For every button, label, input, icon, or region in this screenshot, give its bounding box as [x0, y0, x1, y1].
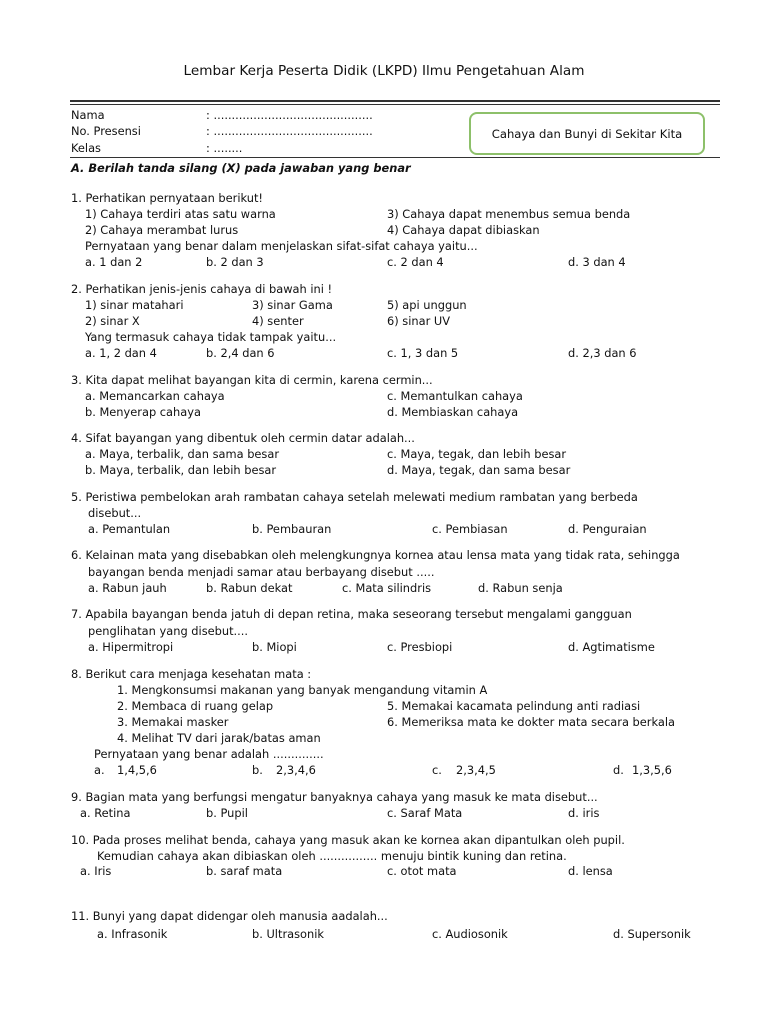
q2-item-6: 6) sinar UV — [387, 314, 451, 328]
q2-option-a[interactable]: a. 1, 2 dan 4 — [85, 346, 157, 360]
q8-option-b-letter[interactable]: b. — [252, 763, 263, 777]
q3-option-b[interactable]: b. Menyerap cahaya — [85, 405, 201, 419]
q8-prompt: Pernyataan yang benar adalah .............. — [94, 747, 324, 761]
q6-stem-line2: bayangan benda menjadi samar atau berbayang disebut ..... — [88, 565, 435, 579]
q1-statement-4: 4) Cahaya dapat dibiaskan — [387, 223, 540, 237]
q1-option-d[interactable]: d. 3 dan 4 — [568, 255, 626, 269]
q3-option-a[interactable]: a. Memancarkan cahaya — [85, 389, 225, 403]
q8-item-3: 3. Memakai masker — [117, 715, 229, 729]
q2-prompt: Yang termasuk cahaya tidak tampak yaitu... — [85, 330, 337, 344]
q1-prompt: Pernyataan yang benar dalam menjelaskan sifat-sifat cahaya yaitu... — [85, 239, 478, 253]
header-rule-thick — [70, 100, 720, 102]
q9-option-c[interactable]: c. Saraf Mata — [387, 806, 463, 820]
q8-stem: 8. Berikut cara menjaga kesehatan mata : — [71, 667, 312, 681]
q2-option-c[interactable]: c. 1, 3 dan 5 — [387, 346, 459, 360]
q11-option-c[interactable]: c. Audiosonik — [432, 927, 508, 941]
q9-stem: 9. Bagian mata yang berfungsi mengatur banyaknya cahaya yang masuk ke mata disebut... — [71, 790, 598, 804]
q5-stem-line2: disebut... — [88, 506, 142, 520]
q1-stem: 1. Perhatikan pernyataan berikut! — [71, 191, 263, 205]
q3-option-c[interactable]: c. Memantulkan cahaya — [387, 389, 523, 403]
q5-option-c[interactable]: c. Pembiasan — [432, 522, 508, 536]
presensi-field[interactable]: : ............................................ — [206, 124, 373, 138]
q1-option-b[interactable]: b. 2 dan 3 — [206, 255, 264, 269]
q6-stem-line1: 6. Kelainan mata yang disebabkan oleh melengkungnya kornea atau lensa mata yang tidak rata, sehingga — [71, 548, 680, 562]
q7-option-a[interactable]: a. Hipermitropi — [88, 640, 174, 654]
q10-stem-line2: Kemudian cahaya akan dibiaskan oleh ................ menuju bintik kuning dan retina. — [97, 849, 567, 863]
q9-option-b[interactable]: b. Pupil — [206, 806, 248, 820]
q4-option-b[interactable]: b. Maya, terbalik, dan lebih besar — [85, 463, 277, 477]
q5-option-b[interactable]: b. Pembauran — [252, 522, 332, 536]
q8-item-2: 2. Membaca di ruang gelap — [117, 699, 274, 713]
q7-option-d[interactable]: d. Agtimatisme — [568, 640, 655, 654]
q8-option-d[interactable]: 1,3,5,6 — [632, 763, 672, 777]
q7-option-b[interactable]: b. Miopi — [252, 640, 297, 654]
q8-option-d-letter[interactable]: d. — [613, 763, 624, 777]
kelas-field[interactable]: : ........ — [206, 141, 243, 155]
q2-option-b[interactable]: b. 2,4 dan 6 — [206, 346, 275, 360]
q7-option-c[interactable]: c. Presbiopi — [387, 640, 453, 654]
q6-option-a[interactable]: a. Rabun jauh — [88, 581, 167, 595]
section-a-instruction: A. Berilah tanda silang (X) pada jawaban yang benar — [71, 161, 411, 175]
q4-option-a[interactable]: a. Maya, terbalik, dan sama besar — [85, 447, 280, 461]
q11-option-d[interactable]: d. Supersonik — [613, 927, 691, 941]
topic-title: Cahaya dan Bunyi di Sekitar Kita — [491, 126, 683, 141]
q2-item-3: 3) sinar Gama — [252, 298, 333, 312]
q8-option-b[interactable]: 2,3,4,6 — [276, 763, 316, 777]
q10-option-b[interactable]: b. saraf mata — [206, 864, 283, 878]
q6-option-b[interactable]: b. Rabun dekat — [206, 581, 293, 595]
header-rule-thin — [70, 104, 720, 105]
q11-stem: 11. Bunyi yang dapat didengar oleh manusia aadalah... — [71, 909, 388, 923]
q8-item-1: 1. Mengkonsumsi makanan yang banyak mengandung vitamin A — [117, 683, 488, 697]
q5-option-a[interactable]: a. Pemantulan — [88, 522, 171, 536]
q4-option-c[interactable]: c. Maya, tegak, dan lebih besar — [387, 447, 567, 461]
nama-field[interactable]: : ............................................ — [206, 108, 373, 122]
q10-stem-line1: 10. Pada proses melihat benda, cahaya yang masuk akan ke kornea akan dipantulkan oleh pupil. — [71, 833, 625, 847]
q8-option-c-letter[interactable]: c. — [432, 763, 442, 777]
presensi-label: No. Presensi — [71, 124, 141, 138]
q9-option-a[interactable]: a. Retina — [80, 806, 131, 820]
q2-item-2: 2) sinar X — [85, 314, 140, 328]
q2-option-d[interactable]: d. 2,3 dan 6 — [568, 346, 637, 360]
q11-option-a[interactable]: a. Infrasonik — [97, 927, 168, 941]
q3-stem: 3. Kita dapat melihat bayangan kita di cermin, karena cermin... — [71, 373, 433, 387]
q3-option-d[interactable]: d. Membiaskan cahaya — [387, 405, 519, 419]
q8-item-6: 6. Memeriksa mata ke dokter mata secara berkala — [387, 715, 675, 729]
q9-option-d[interactable]: d. iris — [568, 806, 600, 820]
identity-rule — [70, 157, 720, 158]
q4-stem: 4. Sifat bayangan yang dibentuk oleh cermin datar adalah... — [71, 431, 415, 445]
q5-stem-line1: 5. Peristiwa pembelokan arah rambatan cahaya setelah melewati medium rambatan yang berbeda — [71, 490, 638, 504]
q6-option-c[interactable]: c. Mata silindris — [342, 581, 432, 595]
q2-stem: 2. Perhatikan jenis-jenis cahaya di bawah ini ! — [71, 282, 333, 296]
q10-option-a[interactable]: a. Iris — [80, 864, 112, 878]
q7-stem-line2: penglihatan yang disebut.... — [88, 624, 249, 638]
q1-statement-2: 2) Cahaya merambat lurus — [85, 223, 239, 237]
q8-option-a[interactable]: 1,4,5,6 — [117, 763, 157, 777]
topic-box — [469, 112, 705, 155]
page-title: Lembar Kerja Peserta Didik (LKPD) Ilmu Pengetahuan Alam — [183, 63, 585, 79]
q8-item-5: 5. Memakai kacamata pelindung anti radiasi — [387, 699, 641, 713]
kelas-label: Kelas — [71, 141, 101, 155]
q4-option-d[interactable]: d. Maya, tegak, dan sama besar — [387, 463, 571, 477]
q2-item-5: 5) api unggun — [387, 298, 467, 312]
q8-option-c[interactable]: 2,3,4,5 — [456, 763, 496, 777]
q11-option-b[interactable]: b. Ultrasonik — [252, 927, 324, 941]
q1-statement-3: 3) Cahaya dapat menembus semua benda — [387, 207, 631, 221]
q5-option-d[interactable]: d. Penguraian — [568, 522, 647, 536]
q6-option-d[interactable]: d. Rabun senja — [478, 581, 563, 595]
q2-item-4: 4) senter — [252, 314, 304, 328]
q8-option-a-letter[interactable]: a. — [94, 763, 105, 777]
q1-option-a[interactable]: a. 1 dan 2 — [85, 255, 143, 269]
q2-item-1: 1) sinar matahari — [85, 298, 184, 312]
q1-statement-1: 1) Cahaya terdiri atas satu warna — [85, 207, 276, 221]
q1-option-c[interactable]: c. 2 dan 4 — [387, 255, 444, 269]
nama-label: Nama — [71, 108, 105, 122]
q10-option-d[interactable]: d. lensa — [568, 864, 613, 878]
q8-item-4: 4. Melihat TV dari jarak/batas aman — [117, 731, 321, 745]
q7-stem-line1: 7. Apabila bayangan benda jatuh di depan retina, maka seseorang tersebut mengalami gangguan — [71, 607, 632, 621]
q10-option-c[interactable]: c. otot mata — [387, 864, 457, 878]
